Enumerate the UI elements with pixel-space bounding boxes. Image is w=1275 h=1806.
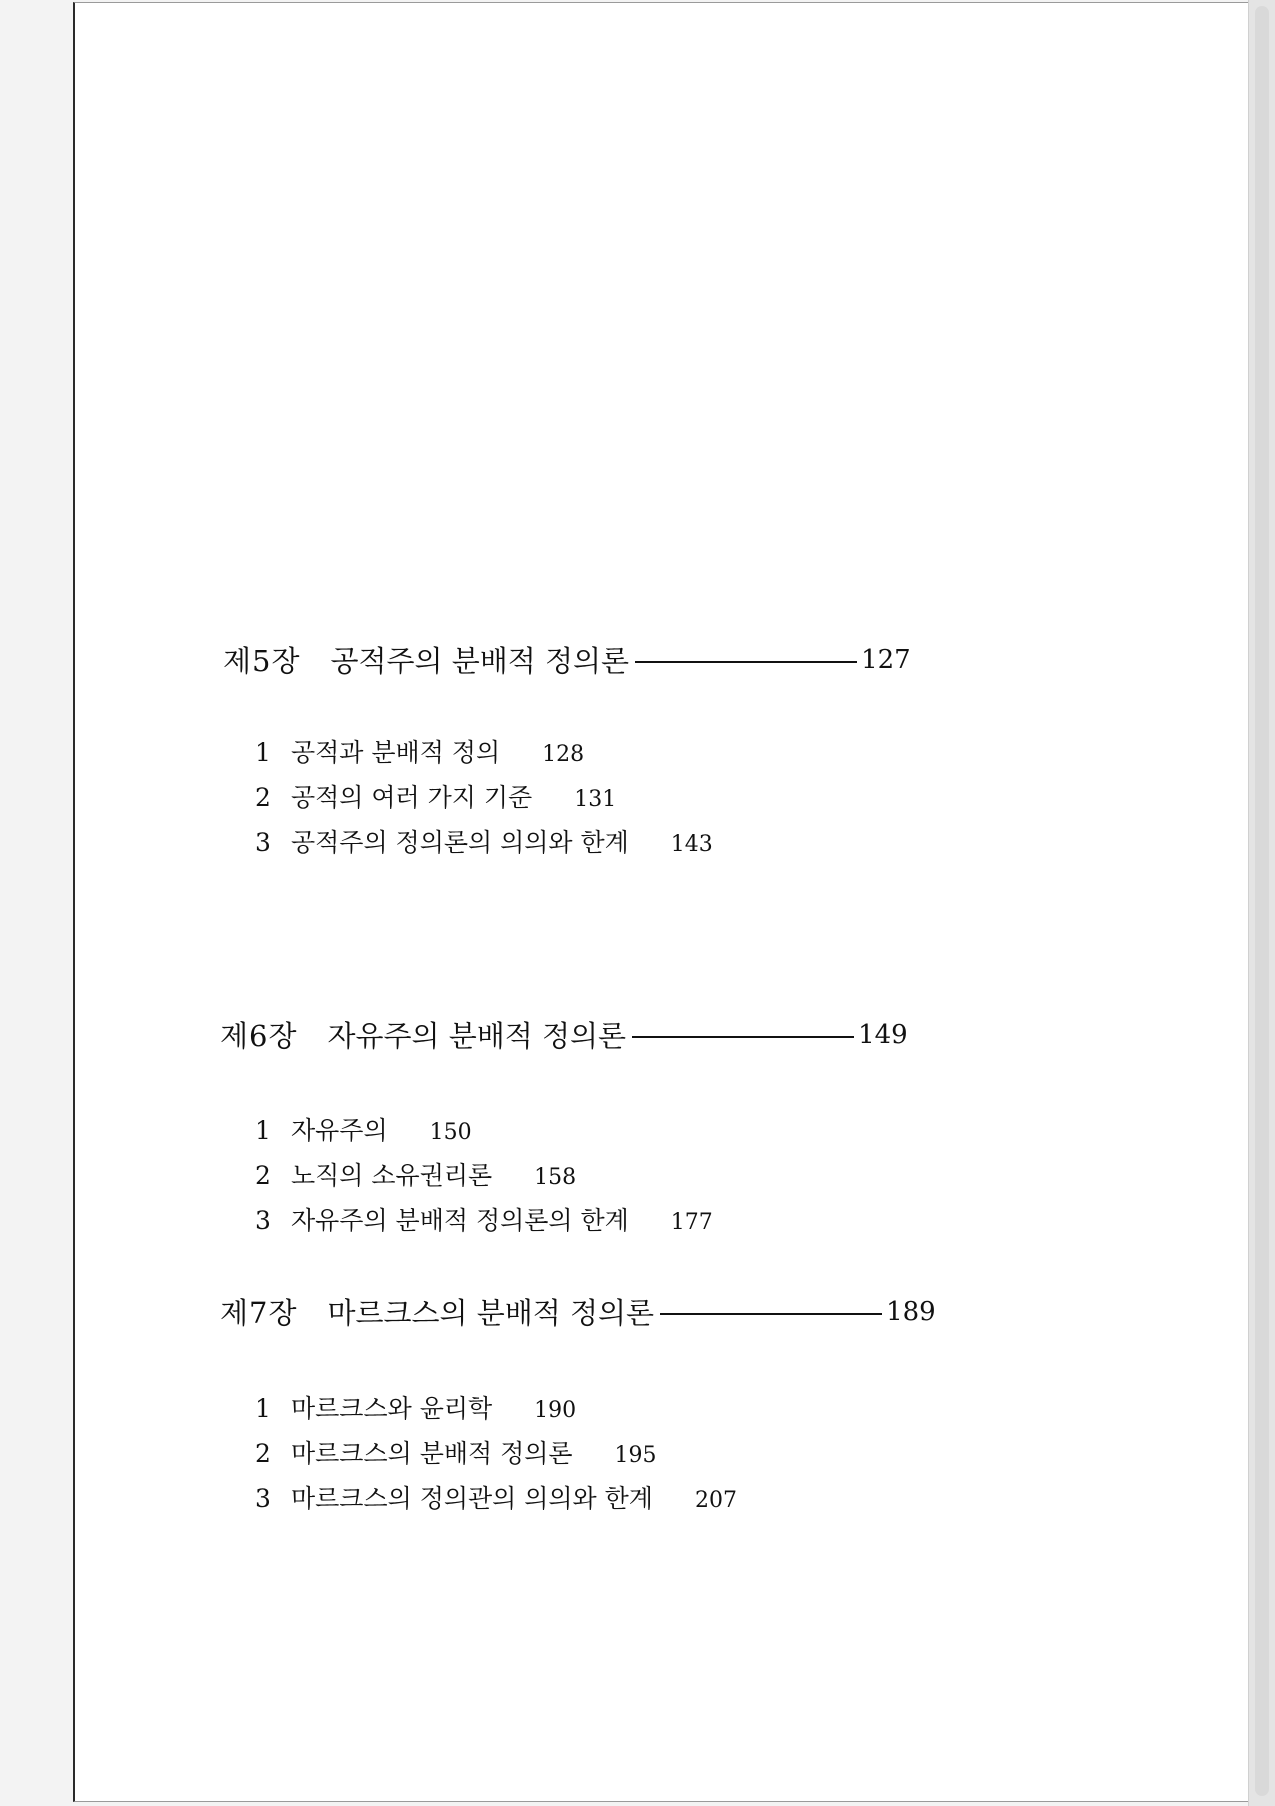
dot-leader: [635, 661, 857, 663]
toc-entry[interactable]: [255, 1479, 737, 1515]
toc-entry[interactable]: [255, 778, 616, 814]
chapter-label: 제7장: [220, 1296, 298, 1330]
dot-leader: [632, 1036, 854, 1038]
chapter-title: 공적주의 분배적 정의론: [330, 644, 630, 678]
section-number: 3: [255, 1484, 271, 1513]
toc-entry[interactable]: [255, 733, 584, 769]
section-number: 1: [255, 1116, 271, 1145]
chapter-label: 제5장: [223, 644, 301, 678]
chapter-heading-5[interactable]: [223, 639, 911, 680]
vertical-scrollbar[interactable]: [1248, 0, 1275, 1806]
section-title: 마르크스의 정의관의 의의와 한계: [291, 1484, 653, 1513]
toc-entry[interactable]: [255, 1201, 713, 1237]
section-title: 자유주의: [291, 1116, 388, 1145]
section-page-number: 177: [670, 1210, 713, 1235]
scrollbar-thumb[interactable]: [1255, 6, 1269, 1796]
section-title: 공적의 여러 가지 기준: [291, 783, 533, 812]
section-title: 마르크스와 윤리학: [291, 1394, 493, 1423]
section-number: 2: [255, 1161, 271, 1190]
section-number: 3: [255, 828, 271, 857]
section-page-number: 195: [614, 1443, 657, 1468]
toc-entry[interactable]: [255, 1156, 576, 1192]
section-number: 2: [255, 1439, 271, 1468]
section-number: 3: [255, 1206, 271, 1235]
chapter-page-number: 149: [858, 1019, 908, 1050]
section-title: 노직의 소유권리론: [291, 1161, 493, 1190]
section-title: 공적과 분배적 정의: [291, 738, 501, 767]
section-page-number: 158: [534, 1165, 577, 1190]
section-number: 1: [255, 1394, 271, 1423]
chapter-label: 제6장: [220, 1019, 298, 1053]
section-page-number: 128: [542, 742, 585, 767]
section-title: 공적주의 정의론의 의의와 한계: [291, 828, 629, 857]
chapter-page-number: 189: [886, 1296, 936, 1327]
section-number: 2: [255, 783, 271, 812]
chapter-title: 마르크스의 분배적 정의론: [327, 1296, 655, 1330]
toc-entry[interactable]: [255, 1111, 472, 1147]
section-page-number: 190: [534, 1398, 577, 1423]
document-page: [73, 2, 1248, 1802]
section-page-number: 150: [429, 1120, 472, 1145]
section-title: 마르크스의 분배적 정의론: [291, 1439, 573, 1468]
chapter-page-number: 127: [861, 644, 911, 675]
chapter-heading-7[interactable]: [220, 1291, 936, 1332]
toc-entry[interactable]: [255, 823, 713, 859]
chapter-title: 자유주의 분배적 정의론: [327, 1019, 627, 1053]
toc-entry[interactable]: [255, 1434, 657, 1470]
section-page-number: 207: [694, 1488, 737, 1513]
dot-leader: [660, 1313, 882, 1315]
section-title: 자유주의 분배적 정의론의 한계: [291, 1206, 629, 1235]
section-number: 1: [255, 738, 271, 767]
toc-entry[interactable]: [255, 1389, 576, 1425]
chapter-heading-6[interactable]: [220, 1014, 908, 1055]
section-page-number: 143: [670, 832, 713, 857]
section-page-number: 131: [574, 787, 617, 812]
